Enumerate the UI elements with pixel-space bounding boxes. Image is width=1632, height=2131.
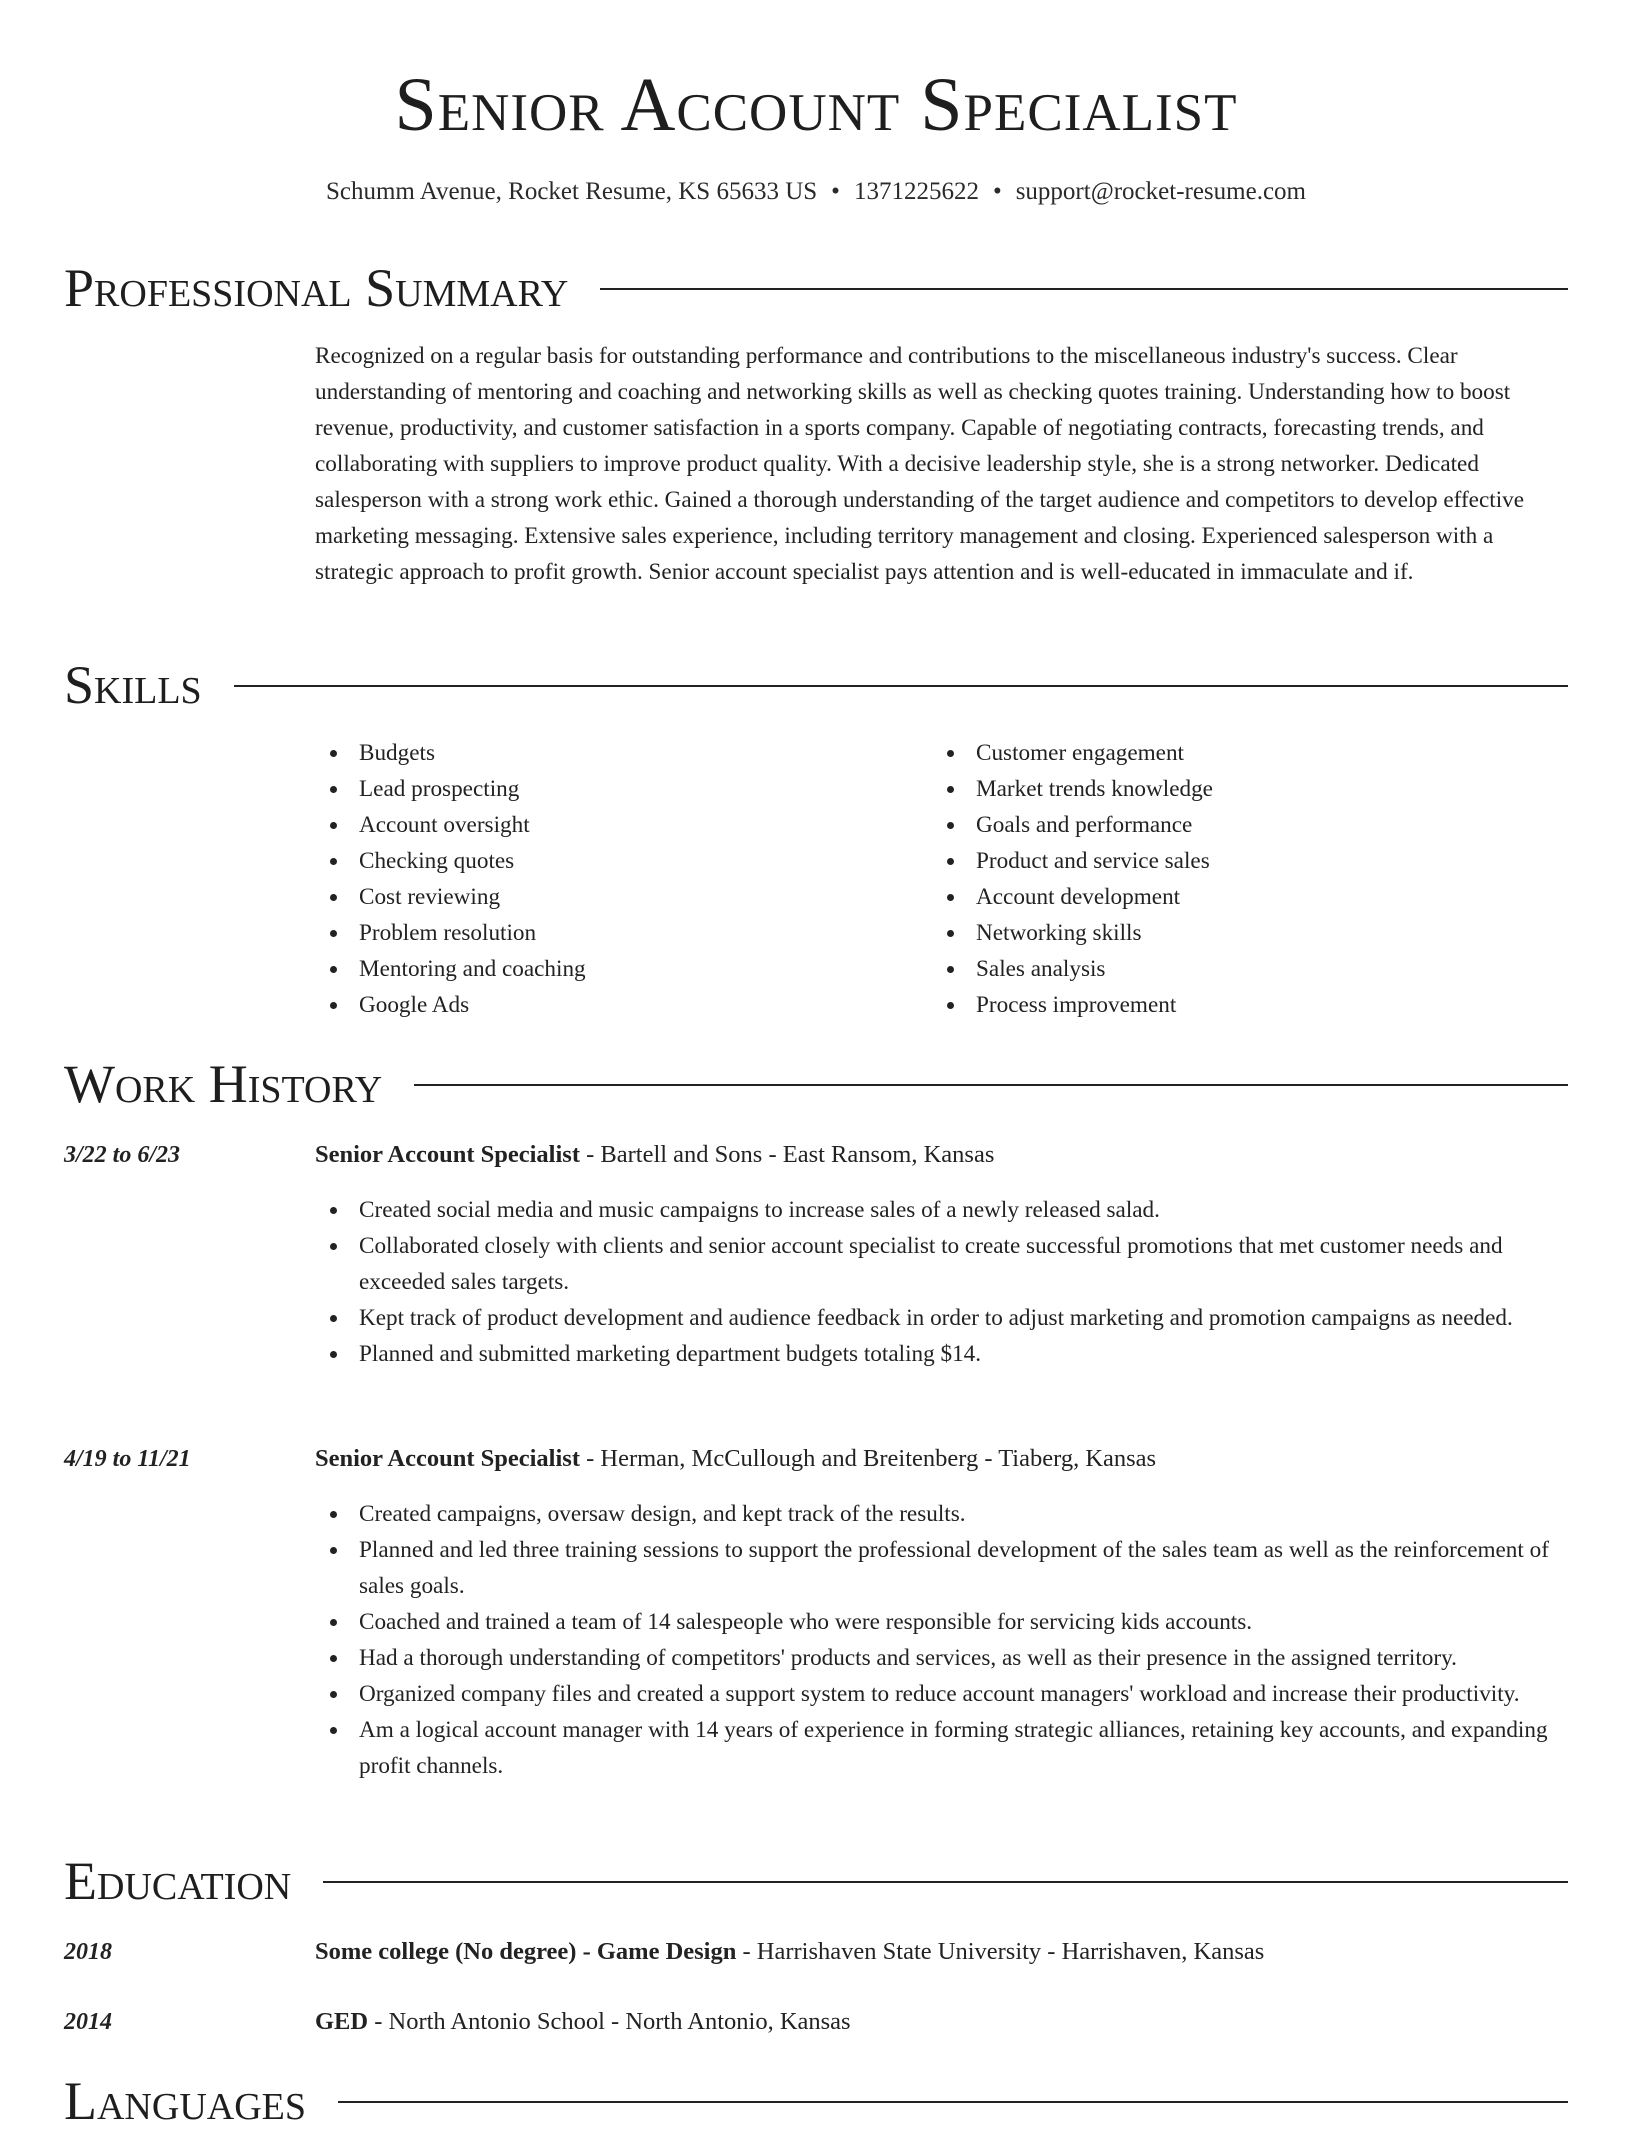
skill-item: Sales analysis	[932, 951, 1562, 987]
skill-item: Product and service sales	[932, 843, 1562, 879]
resume-name: Senior Account Specialist	[394, 63, 1238, 147]
job-bullet: Kept track of product development and audience feedback in order to adjust marketing and promotion campaigns as needed.	[315, 1300, 1569, 1336]
job-dates: 4/19 to 11/21	[64, 1446, 191, 1472]
section-divider	[323, 1881, 1568, 1883]
job-bullets	[315, 1496, 1569, 1784]
skills-section-header	[64, 655, 1568, 715]
skill-item: Cost reviewing	[315, 879, 915, 915]
job-bullet: Am a logical account manager with 14 years of experience in forming strategic alliances, retaining key accounts, and expanding profit channels.	[315, 1712, 1569, 1784]
contact-phone: 1371225622	[853, 178, 979, 205]
section-divider	[338, 2101, 1568, 2103]
education-degree: GED	[315, 2008, 369, 2035]
skill-item: Problem resolution	[315, 915, 915, 951]
section-divider	[234, 685, 1568, 687]
job-bullet: Coached and trained a team of 14 salespeople who were responsible for servicing kids accounts.	[315, 1604, 1569, 1640]
contact-address: Schumm Avenue, Rocket Resume, KS 65633 US	[325, 178, 818, 205]
education-entry	[315, 1934, 1569, 1970]
skill-item: Checking quotes	[315, 843, 915, 879]
skill-item: Lead prospecting	[315, 771, 915, 807]
skill-item: Networking skills	[932, 915, 1562, 951]
contact-email: support@rocket-resume.com	[1015, 178, 1306, 205]
contact-line	[0, 176, 1632, 208]
job-bullet: Had a thorough understanding of competitors' products and services, as well as their presence in the assigned territory.	[315, 1640, 1569, 1676]
skill-item: Goals and performance	[932, 807, 1562, 843]
education-section-title: Education	[64, 1851, 292, 1911]
section-divider	[414, 1084, 1568, 1086]
education-year: 2018	[64, 1939, 112, 1965]
job-bullet: Organized company files and created a support system to reduce account managers' workload and increase their productivity.	[315, 1676, 1569, 1712]
job-bullet: Collaborated closely with clients and senior account specialist to create successful promotions that met customer needs and exceeded sales targets.	[315, 1228, 1569, 1300]
job-dates: 3/22 to 6/23	[64, 1142, 181, 1168]
job-heading	[315, 1137, 1569, 1173]
skill-item: Customer engagement	[932, 735, 1562, 771]
contact-separator: •	[831, 178, 840, 205]
education-degree: Some college (No degree) - Game Design	[315, 1938, 737, 1965]
skill-item: Account oversight	[315, 807, 915, 843]
skills-list-right	[932, 735, 1562, 1023]
languages-section-header	[64, 2071, 1568, 2131]
summary-text: Recognized on a regular basis for outstanding performance and contributions to the miscellaneous industry's success. Clear understanding of mentoring and coaching and networking skills as well as checking quotes training. Understanding how to boost revenue, productivity, and customer satisfaction in a sports company. Capable of negotiating contracts, forecasting trends, and collaborating with suppliers to improve product quality. With a decisive leadership style, she is a strong networker. Dedicated salesperson with a strong work ethic. Gained a thorough understanding of the target audience and competitors to develop effective marketing messaging. Extensive sales experience, including territory management and closing. Experienced salesperson with a strategic approach to profit growth. Senior account specialist pays attention and is well-educated in immaculate and if.	[315, 343, 1525, 585]
skill-item: Mentoring and coaching	[315, 951, 915, 987]
skill-item: Budgets	[315, 735, 915, 771]
work-section-title: Work History	[64, 1054, 383, 1114]
languages-section-title: Languages	[64, 2071, 306, 2131]
contact-separator: •	[992, 178, 1002, 205]
job-bullet: Planned and submitted marketing department budgets totaling $14.	[315, 1336, 1569, 1372]
education-detail: - North Antonio School - North Antonio, Kansas	[368, 2008, 851, 2035]
education-detail: - Harrishaven State University - Harrishaven, Kansas	[736, 1938, 1265, 1965]
job-bullet: Created campaigns, oversaw design, and kept track of the results.	[315, 1496, 1569, 1532]
section-divider	[600, 288, 1568, 290]
education-section-header	[64, 1851, 1568, 1911]
work-section-header	[64, 1054, 1568, 1114]
job-detail: - Herman, McCullough and Breitenberg - Tiaberg, Kansas	[579, 1445, 1157, 1472]
job-heading	[315, 1441, 1569, 1477]
summary-section-header	[64, 258, 1568, 318]
job-role: Senior Account Specialist	[315, 1445, 580, 1472]
skill-item: Market trends knowledge	[932, 771, 1562, 807]
job-detail: - Bartell and Sons - East Ransom, Kansas	[579, 1141, 995, 1168]
education-entry	[315, 2004, 1569, 2040]
summary-section-title: Professional Summary	[64, 258, 569, 318]
education-year: 2014	[64, 2009, 112, 2035]
job-bullets	[315, 1192, 1569, 1372]
skills-list-left	[315, 735, 915, 1023]
job-role: Senior Account Specialist	[315, 1141, 580, 1168]
job-bullet: Created social media and music campaigns to increase sales of a newly released salad.	[315, 1192, 1569, 1228]
skill-item: Google Ads	[315, 987, 915, 1023]
skills-section-title: Skills	[64, 655, 202, 715]
skill-item: Process improvement	[932, 987, 1562, 1023]
skill-item: Account development	[932, 879, 1562, 915]
job-bullet: Planned and led three training sessions to support the professional development of the sales team as well as the reinforcement of sales goals.	[315, 1532, 1569, 1604]
